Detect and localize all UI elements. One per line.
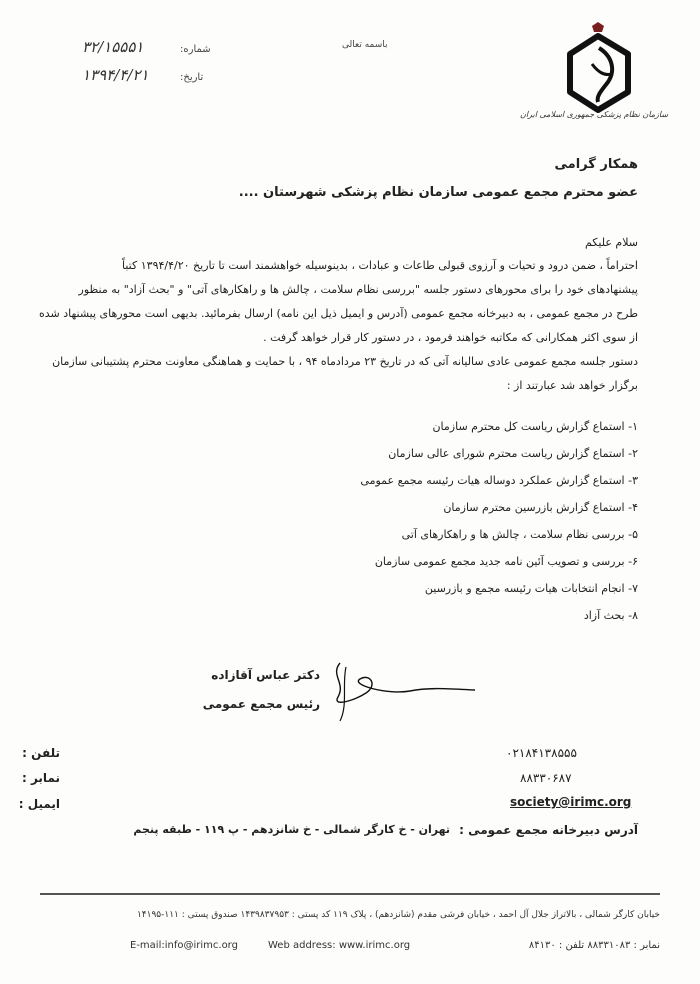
phone-label: تلفن : — [22, 746, 60, 760]
signatory-title: رئیس مجمع عمومی — [202, 697, 320, 711]
date-value: ۱۳۹۴/۴/۲۱ — [82, 66, 149, 84]
salutation-line-2: عضو محترم مجمع عمومی سازمان نظام پزشکی شهرستان .... — [238, 185, 638, 200]
number-value: ۳۲/۱۵۵۵۱ — [82, 38, 144, 56]
body-line: پیشنهادهای خود را برای محورهای دستور جلسه "بررسی نظام سلامت ، چالش ها و راهکارهای آتی" و "بحث آزاد" به منظور — [78, 283, 638, 296]
date-label: تاریخ: — [180, 72, 204, 83]
bismillah: باسمه تعالی — [342, 40, 388, 50]
body-line: طرح در مجمع عمومی ، به دبیرخانه مجمع عمومی (آدرس و ایمیل ذیل این نامه) ارسال بفرمائید. بدیهی است محورهای پیشنهاد شده — [38, 307, 638, 320]
number-label: شماره: — [180, 44, 211, 55]
signatory-name: دکتر عباس آقازاده — [211, 668, 320, 682]
handwritten-signature — [270, 655, 480, 725]
email-link[interactable]: society@irimc.org — [510, 795, 632, 809]
footer-web[interactable]: Web address: www.irimc.org — [268, 940, 411, 951]
org-name: سازمان نظام پزشکی جمهوری اسلامی ایران — [520, 110, 669, 119]
fax-label: نمابر : — [21, 771, 60, 785]
footer-divider — [40, 893, 660, 895]
footer-address: خیابان کارگر شمالی ، بالاتراز جلال آل احمد ، خیابان فرشی مقدم (شانزدهم) ، پلاک ۱۱۹ کد پستی : ۱۴۳۹۸۳۷۹۵۳ صندوق پستی : ۱۱۱-۱۴۱۹۵ — [136, 910, 660, 920]
footer-email[interactable]: E-mail:info@irimc.org — [130, 940, 238, 951]
agenda-item: ۲- استماع گزارش ریاست محترم شورای عالی سازمان — [388, 447, 638, 460]
address-value: تهران - خ کارگر شمالی - خ شانزدهم - پ ۱۱۹ - طبقه پنجم — [133, 823, 450, 836]
footer-phone-fax: نمابر : ۸۸۳۳۱۰۸۳ تلفن : ۸۴۱۳۰ — [528, 940, 660, 951]
fax-value: ۸۸۳۳۰۶۸۷ — [520, 771, 572, 785]
address-label: آدرس دبیرخانه مجمع عمومی : — [459, 823, 638, 837]
email-label: ایمیل : — [18, 797, 60, 811]
emblem-icon — [592, 22, 604, 32]
agenda-item: ۸- بحث آزاد — [583, 609, 638, 622]
agenda-item: ۷- انجام انتخابات هیات رئیسه مجمع و بازرسین — [424, 582, 638, 595]
agenda-item: ۵- بررسی نظام سلامت ، چالش ها و راهکارهای آتی — [401, 528, 638, 541]
body-line: احتراماً ، ضمن درود و تحیات و آرزوی قبولی طاعات و عبادات ، بدینوسیله خواهشمند است تا تاریخ ۱۳۹۴/۴/۲۰ کتباً — [122, 259, 638, 272]
agenda-item: ۴- استماع گزارش بازرسین محترم سازمان — [443, 501, 638, 514]
salutation-line-1: همکار گرامی — [554, 157, 638, 172]
body-line: از سوی اکثر همکارانی که مکاتبه خواهند فرمود ، در دستور کار قرار خواهد گرفت . — [263, 331, 638, 344]
body-line: دستور جلسه مجمع عمومی عادی سالیانه آتی که در تاریخ ۲۳ مردادماه ۹۴ ، با حمایت و هماهنگی معاونت محترم پشتیبانی سازمان — [52, 355, 638, 368]
agenda-item: ۱- استماع گزارش ریاست کل محترم سازمان — [432, 420, 638, 433]
body-line: برگزار خواهد شد عبارتند از : — [506, 379, 638, 392]
greeting: سلام علیکم — [584, 236, 638, 249]
phone-value: ۰۲۱۸۴۱۳۸۵۵۵ — [506, 746, 577, 760]
agenda-item: ۶- بررسی و تصویب آئین نامه جدید مجمع عمومی سازمان — [374, 555, 638, 568]
agenda-item: ۳- استماع گزارش عملکرد دوساله هیات رئیسه مجمع عمومی — [360, 474, 638, 487]
